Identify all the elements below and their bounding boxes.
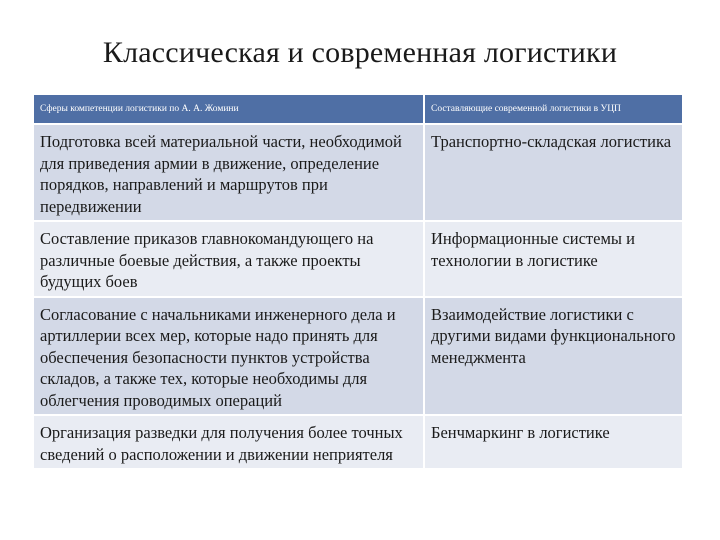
table-row xyxy=(34,415,682,468)
classical-cell: Составление приказов главнокомандующего на различные боевые действия, а также проекты будущих боев xyxy=(34,221,424,297)
header-classical-column: Сферы компетенции логистики по А. А. Жомини xyxy=(34,95,424,124)
table-row xyxy=(34,124,682,221)
classical-cell: Подготовка всей материальной части, необходимой для приведения армии в движение, определение порядков, направлений и маршрутов при передвижении xyxy=(34,124,424,221)
slide-title: Классическая и современная логистики xyxy=(102,36,618,69)
table-row xyxy=(34,221,682,297)
logistics-comparison-table xyxy=(34,95,682,468)
modern-cell: Информационные системы и технологии в логистике xyxy=(424,221,682,297)
modern-cell: Транспортно-складская логистика xyxy=(424,124,682,221)
table-row xyxy=(34,297,682,416)
header-modern-column: Составляющие современной логистики в УЦП xyxy=(424,95,682,124)
modern-cell: Бенчмаркинг в логистике xyxy=(424,415,682,468)
classical-cell: Организация разведки для получения более точных сведений о расположении и движении неприятеля xyxy=(34,415,424,468)
table-header-row xyxy=(34,95,682,124)
classical-cell: Согласование с начальниками инженерного дела и артиллерии всех мер, которые надо принять для обеспечения безопасности пунктов устройства складов, а также тех, которые необходимы для облегчения проводимых операций xyxy=(34,297,424,416)
modern-cell: Взаимодействие логистики с другими видами функционального менеджмента xyxy=(424,297,682,416)
